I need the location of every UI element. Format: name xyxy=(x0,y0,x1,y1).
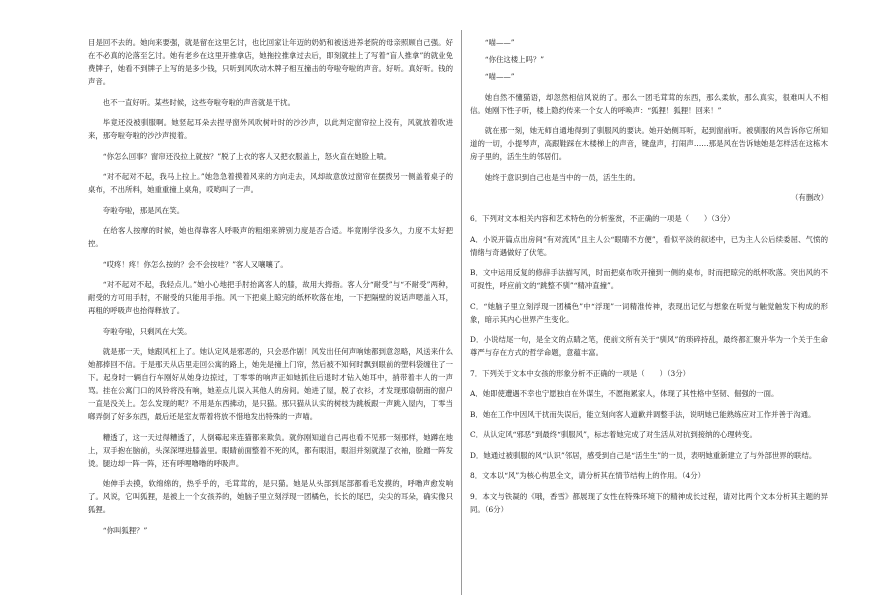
left-column xyxy=(88,36,453,544)
option-6b: B．文中运用反复的修辞手法描写风，时而把桌布吹开撞到一侧的桌布，时而把晾完的纸杯吹落。突出风的不可捉性，呼应前文的“跳整不驯”“精冲直撞”。 xyxy=(470,268,828,290)
passage-paragraph: 她伸手去摸，软绵绵的，热乎乎的，毛茸茸的，是只猫。她是从头部到尾部都看毛发摸的，呼噜声愈发响了。风说，它叫狐狸，是被上一个女孩养的，她脑子里立刻浮现一团橘色，长长的尾巴，尖尖的耳朵，确实像只狐狸。 xyxy=(88,479,453,514)
passage-paragraph: 夸啦夸啦，只剩风在大笑。 xyxy=(102,326,192,336)
passage-paragraph: 在给客人按摩的时候，她也得靠客人呼吸声的粗细来辨别力度是否合适。毕竟刚学没多久，力度不太好把控。 xyxy=(88,226,453,248)
question-8: 8．文本以“风”为核心构思全文，请分析其在情节结构上的作用。（4分） xyxy=(470,471,705,480)
passage-paragraph: 就在那一刻，她无师自通地得到了驯服风的要诀。她开始侧耳听，起到窗前听。被驯服的风告诉你它所知道的一切，小提琴声，高跟鞋踩在木楼梯上的声音，键盘声，打闹声……那是风在告诉她她是怎样活在这栋木房子里的，活生生的邻居们。 xyxy=(470,126,828,161)
dialog-line: “喵——” xyxy=(484,72,515,81)
source-note: （有删改） xyxy=(791,193,828,202)
passage-paragraph: 糟透了，这一天过得糟透了，人倒霉起来连猫都来欺负。就你刚知道自己再也看不见那一刻那样，她蹲在地上，双手抱在脑前，头深深埋进膝盖里。眼睛前面整着不死的风，都有眼泪，眼泪并刻就湿了衣袖，脸蹭一阵发烫。腿边却一阵一阵，还有呼哩噜噜的呼吸声。 xyxy=(88,432,453,468)
passage-paragraph: “哎疼！疼！你怎么按的？会不会按哇？”客人又嚷嚷了。 xyxy=(102,259,288,269)
option-7b: B．她在工作中因风干扰而失误后，能立刻向客人道歉并调整手法，说明她已能熟练应对工作并善于沟通。 xyxy=(470,409,816,419)
passage-paragraph: 就是那一天，她跟风杠上了。她认定风是邪恶的，只会恶作剧！风发出任何声响她都到意忽略，风送来什么她都捧回不信。于是那天从店里走回公寓的路上，她先是撞上门帘，然后被不知何时飘到眼前的塑料袋缠住了一下。起身时一辆自行车刚好从她身边掠过，丁零零的响声正如她抓住后退时才钻入她耳中，捎带着丰人的一声骂。挂在公寓门口的风铃将没有响，她差点儿误入其他人的房间。她进了屋，脱了衣衫，才发现那扇朝南的窗户一直是没关上。怎么发现的呢？不用是东西拂动，是只猫。那只猫从认实的树枝为跳板跟一声跳入屋内，丁零当啷弄倒了好多东西，最后还是室友帮着将放不惜地发出特殊的一声喵。 xyxy=(88,347,453,421)
passage-paragraph: 夸啦夸啦，那是风在笑。 xyxy=(102,205,185,215)
dialog-line: “喵——” xyxy=(484,38,515,47)
passage-paragraph: 毕竟还没被驯服啊。她竖起耳朵去捏寻窗外风吹树叶时的沙沙声，以此判定窗帘拉上没有，风就放着吹进来，那夸啦夸啦的沙沙声搅着。 xyxy=(88,118,453,140)
question-7: 7．下列关于文本中女孩的形象分析不正确的一项是（ ）（3分） xyxy=(470,368,691,378)
option-6d: D．小说结尾一句，是全文的点睛之笔，使前文所有关于“驯风”的琐碎持乱，最终都汇聚升华为一个关于生命尊严与存在方式的哲学命题，意蕴丰富。 xyxy=(470,335,828,357)
question-6: 6．下列对文本相关内容和艺术特色的分析鉴赏，不正确的一项是（ ）（3分） xyxy=(470,214,735,223)
passage-paragraph: 她自然不懂猫语，却忽然相信风说的了。那么一团毛茸茸的东西，那么柔软，那么真实，很难叫人不相信。她刚下性子听，楼上隐约传来一个女人的呼唤声：“狐狸！狐狸！回来！” xyxy=(470,92,828,115)
question-9: 9．本文与铁凝的《哦，香雪》都展现了女性在特殊环境下的精神成长过程，请对比两个文本分析其主题的异同。（6分） xyxy=(470,491,828,514)
passage-paragraph: 她终于意识到自己也是当中的一员，活生生的。 xyxy=(484,172,641,182)
dialog-line: “你住这楼上吗？” xyxy=(484,55,545,64)
option-6c: C．“她脑子里立刻浮现一团橘色”中“浮现”一词精准传神，表现出记忆与想象在听觉与触觉触发下构成的形象，暗示其内心世界产生变化。 xyxy=(470,301,828,324)
passage-paragraph: 目是回不去的。她向来要强，就是留在这里乞讨，也比回家让年迈的奶奶和被送进养老院的母亲照顾自己强。好在不必真的沦落至乞讨。她有老乡在这里开推拿店，她拖拉推拿过去后，即刻就挂上了写着“盲人推拿”的就业免费牌子，她看不到牌子上写的是多少钱，只听到风吹动木牌子相互撞击的夸啦夸啦的声音。好听。真好听。钱的声音。 xyxy=(88,38,453,86)
right-column xyxy=(470,36,828,523)
option-6a: A．小说开篇点出房间“有对流风”且主人公“眼睛不方便”，看似平淡的叙述中，已为主人公后续委屈、气愤的情绪与奇遇做好了伏笔。 xyxy=(470,234,828,257)
option-7d: D．她通过被驯服的风“认识”邻居，感受到自己是“活生生”的一员，表明她重新建立了与外部世界的联结。 xyxy=(470,450,817,460)
option-7c: C．从认定风“邪恶”到最终“驯服风”，标志着她完成了对生活从对抗到接纳的心理转变。 xyxy=(470,430,757,439)
passage-paragraph: “对不起对不起，我马上拉上。”她急急着摸着风来的方向走去，风却故意放过窗帘在摆拨另一侧盖着桌子的桌布，不出所料，她重重撞上桌角，哎哟叫了一声。 xyxy=(88,172,453,194)
passage-paragraph: “你叫狐狸？” xyxy=(102,525,148,535)
option-7a: A．她即使遭遇不幸也宁愿独自在外谋生，不愿拖累家人，体现了其性格中坚韧、倔强的一面。 xyxy=(470,389,779,398)
passage-paragraph: 也不一直好听。某些时候，这些夸啦夸啦的声音就是干扰。 xyxy=(102,97,295,107)
passage-paragraph: “你怎么回事？窗帘还没拉上就按？”脱了上衣的客人又把衣服盖上，怒火直在她脸上喷。 xyxy=(102,151,392,161)
column-divider xyxy=(461,30,462,595)
passage-paragraph: “对不起对不起，我轻点儿。”她小心地把手肘抬离客人的膝，故用大拇指。客人分“耐受”与“不耐受”两种，耐受的方可用手肘，不耐受的只能用手指。风一下把桌上晾完的纸杯吹落在地，一下把隔壁的说话声嗯盖入耳，再粗的呼吸声也抬得释放了。 xyxy=(88,280,453,315)
